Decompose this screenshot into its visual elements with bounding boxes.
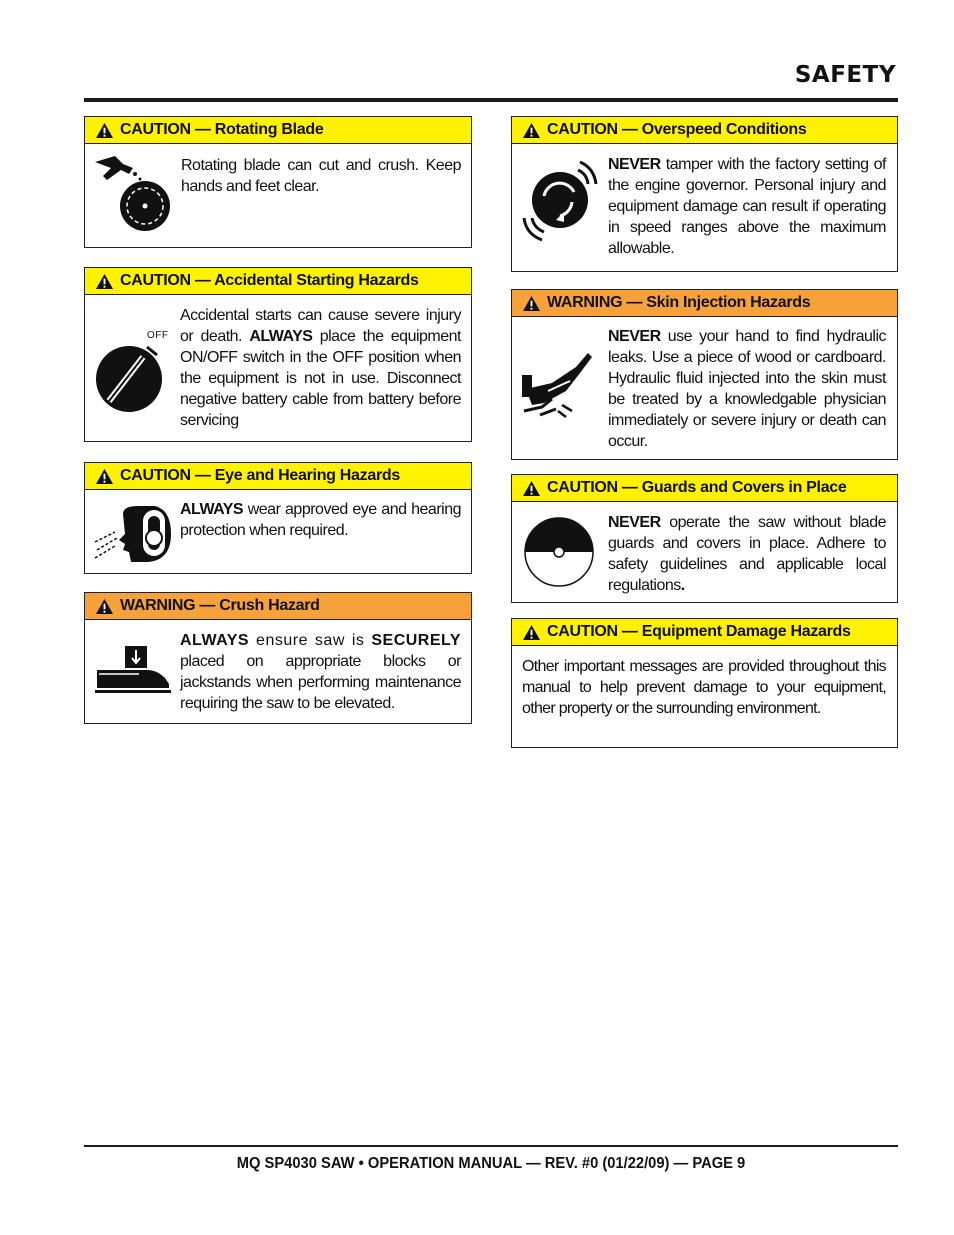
blade-guard-icon — [522, 516, 600, 588]
off-switch-icon — [93, 343, 165, 415]
box-header — [85, 268, 471, 295]
box-text: Rotating blade can cut and crush. Keep hands and feet clear. — [181, 157, 461, 195]
box-text: Accidental starts can cause severe injury or death. ALWAYS place the equipment ON/OFF switch in the OFF position when the equipment is not in use. Disconnect negative battery cable from battery before servicing — [180, 307, 462, 429]
box-header — [512, 290, 897, 317]
page-footer: MQ SP4030 SAW • OPERATION MANUAL — REV. #0 (01/22/09) — PAGE 9 — [236, 1155, 746, 1172]
box-title: CAUTION — Equipment Damage Hazards — [547, 623, 851, 640]
warning-triangle-icon — [522, 122, 541, 139]
box-header — [512, 619, 897, 646]
warning-triangle-icon — [95, 598, 114, 615]
warning-crush-hazard — [84, 592, 472, 724]
caution-guards-covers — [511, 474, 898, 603]
box-title: WARNING — Crush Hazard — [120, 597, 320, 614]
caution-rotating-blade — [84, 116, 472, 248]
top-rule — [84, 98, 898, 102]
warning-skin-injection — [511, 289, 898, 460]
box-header — [85, 593, 471, 620]
bottom-rule — [84, 1145, 898, 1147]
box-header — [512, 117, 897, 144]
caution-overspeed — [511, 116, 898, 272]
warning-triangle-icon — [95, 273, 114, 290]
box-text: ALWAYS ensure saw is SECURELY placed on appropriate blocks or jackstands when performing maintenance requiring the saw to be elevated. — [180, 632, 461, 712]
overspeed-icon — [522, 156, 600, 242]
box-text: ALWAYS wear approved eye and hearing protection when required. — [180, 501, 461, 539]
box-header — [85, 117, 471, 144]
caution-accidental-starting — [84, 267, 472, 442]
box-text: NEVER use your hand to find hydraulic leaks. Use a piece of wood or cardboard. Hydraulic fluid injected into the skin must be treated by a knowledgable physician immediately or severe injury or death can occur. — [608, 328, 886, 450]
eye-hearing-protection-icon — [93, 504, 173, 564]
caution-equipment-damage — [511, 618, 898, 748]
rotating-blade-icon — [93, 154, 173, 236]
box-text: Other important messages are provided throughout this manual to help prevent damage to your equipment, other property or the surrounding environment. — [522, 658, 886, 717]
box-title: WARNING — Skin Injection Hazards — [547, 294, 811, 311]
box-text: NEVER tamper with the factory setting of the engine governor. Personal injury and equipment damage can result if operating in speed ranges above the maximum allowable. — [608, 156, 886, 257]
crush-hazard-icon — [95, 644, 171, 694]
warning-triangle-icon — [95, 122, 114, 139]
page-title: SAFETY — [794, 62, 896, 88]
warning-triangle-icon — [522, 624, 541, 641]
skin-injection-icon — [522, 351, 602, 423]
box-title: CAUTION — Rotating Blade — [120, 121, 324, 138]
warning-triangle-icon — [522, 480, 541, 497]
box-title: CAUTION — Overspeed Conditions — [547, 121, 807, 138]
off-label: OFF — [147, 330, 169, 341]
box-title: CAUTION — Eye and Hearing Hazards — [120, 467, 400, 484]
warning-triangle-icon — [95, 468, 114, 485]
box-header — [512, 475, 897, 502]
box-title: CAUTION — Guards and Covers in Place — [547, 479, 847, 496]
box-header — [85, 463, 471, 490]
warning-triangle-icon — [522, 295, 541, 312]
box-text: NEVER operate the saw without blade guards and covers in place. Adhere to safety guidelines and applicable local regulations. — [608, 514, 886, 594]
box-title: CAUTION — Accidental Starting Hazards — [120, 272, 419, 289]
caution-eye-hearing — [84, 462, 472, 574]
